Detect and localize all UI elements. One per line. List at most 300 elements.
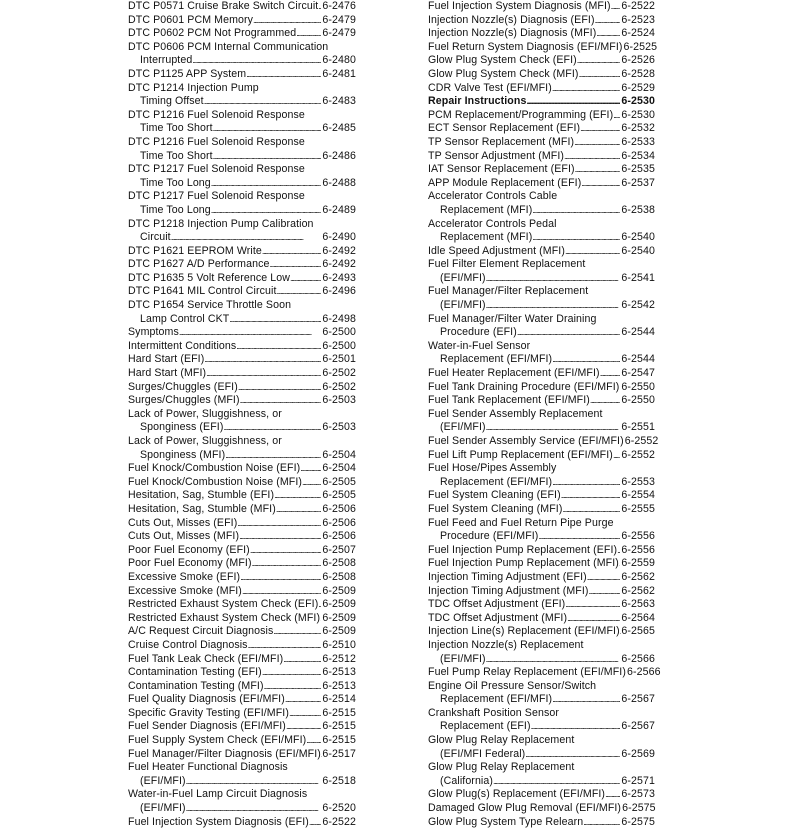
entry-page-number: 6-2544 xyxy=(621,353,655,366)
entry-page-number: 6-2530 xyxy=(621,95,655,108)
index-entry xyxy=(128,734,356,748)
dot-leader xyxy=(179,326,322,340)
entry-title-line: Surges/Chuggles (EFI) xyxy=(128,380,238,393)
index-entry xyxy=(428,489,655,503)
entry-title-line: DTC P1216 Fuel Solenoid Response xyxy=(128,108,305,121)
entry-title-line: Fuel Heater Functional Diagnosis xyxy=(128,761,288,774)
entry-title-line: Replacement (EFI) xyxy=(440,720,531,733)
entry-page-number: 6-2540 xyxy=(621,231,655,244)
index-entry xyxy=(428,544,655,558)
entry-title-line: Fuel Knock/Combustion Noise (EFI) xyxy=(128,462,301,475)
entry-title-line: Accelerator Controls Cable xyxy=(428,190,558,203)
index-entry xyxy=(128,381,356,395)
entry-title-line: Circuit xyxy=(140,231,171,244)
dot-leader xyxy=(225,449,321,463)
entry-title-line: DTC P1125 APP System xyxy=(128,67,247,80)
index-entry xyxy=(128,585,356,599)
entry-title-line: DTC P0606 PCM Internal Communication xyxy=(128,40,329,53)
index-entry xyxy=(428,367,655,381)
dot-leader xyxy=(302,476,321,490)
index-entry xyxy=(128,816,356,829)
entry-title-line: Excessive Smoke (EFI) xyxy=(128,570,241,583)
entry-title-line: Fuel System Cleaning (MFI) xyxy=(428,502,563,515)
entry-title-line: Surges/Chuggles (MFI) xyxy=(128,394,240,407)
index-entry xyxy=(428,163,655,177)
index-entry xyxy=(428,734,655,761)
entry-page-number: 6-2479 xyxy=(322,13,356,26)
entry-title-line: Injection Timing Adjustment (EFI) xyxy=(428,570,587,583)
entry-title-line: Time Too Short xyxy=(140,149,213,162)
dot-leader xyxy=(211,204,322,218)
dot-leader xyxy=(600,367,621,381)
entry-title-line: Fuel Manager/Filter Diagnosis (EFI/MFI) xyxy=(128,747,321,760)
entry-title-line: Fuel Knock/Combustion Noise (MFI) xyxy=(128,475,303,488)
entry-title-line: Procedure (EFI) xyxy=(440,326,517,339)
entry-title-line: Injection Nozzle(s) Replacement xyxy=(428,638,584,651)
entry-page-number: 6-2526 xyxy=(621,54,655,67)
index-entry xyxy=(428,585,655,599)
index-entry xyxy=(128,367,356,381)
entry-title-line: Sponginess (MFI) xyxy=(140,448,226,461)
entry-page-number: 6-2575 xyxy=(622,802,656,815)
index-entry xyxy=(428,625,655,639)
entry-title-line: Water-in-Fuel Lamp Circuit Diagnosis xyxy=(128,788,308,801)
entry-page-number: 6-2569 xyxy=(621,747,655,760)
entry-page-number: 6-2563 xyxy=(621,598,655,611)
entry-page-number: 6-2530 xyxy=(621,108,655,121)
entry-title-line: Replacement (MFI) xyxy=(440,231,533,244)
index-entry xyxy=(128,530,356,544)
entry-page-number: 6-2522 xyxy=(322,815,356,828)
dot-leader xyxy=(223,421,321,435)
index-entry xyxy=(128,666,356,680)
index-entry xyxy=(128,0,356,14)
entry-page-number: 6-2505 xyxy=(322,475,356,488)
entry-title-line: Restricted Exhaust System Check (EFI) xyxy=(128,598,319,611)
index-entry xyxy=(128,693,356,707)
index-entry xyxy=(428,462,655,489)
entry-page-number: 6-2508 xyxy=(322,570,356,583)
entry-title-line: TP Sensor Replacement (MFI) xyxy=(428,135,575,148)
index-entry xyxy=(428,54,655,68)
entry-page-number: 6-2503 xyxy=(322,394,356,407)
entry-title-line: Fuel Tank Replacement (EFI/MFI) xyxy=(428,394,590,407)
index-entry xyxy=(428,435,659,449)
entry-page-number: 6-2538 xyxy=(621,203,655,216)
dot-leader xyxy=(565,245,620,259)
index-entry xyxy=(428,557,655,571)
dot-leader xyxy=(290,272,321,286)
dot-leader xyxy=(276,503,322,517)
entry-page-number: 6-2542 xyxy=(621,299,655,312)
index-entry xyxy=(128,748,356,762)
index-entry xyxy=(428,122,655,136)
index-column-left xyxy=(128,0,356,829)
entry-title-line: Hard Start (MFI) xyxy=(128,367,207,380)
index-entry xyxy=(428,285,655,312)
entry-page-number: 6-2502 xyxy=(322,380,356,393)
index-entry xyxy=(428,150,655,164)
dot-leader xyxy=(486,653,621,667)
dot-leader xyxy=(486,272,621,286)
index-entry xyxy=(428,68,655,82)
dot-leader xyxy=(486,421,621,435)
dot-leader xyxy=(250,544,322,558)
entry-title-line: Fuel Feed and Fuel Return Pipe Purge xyxy=(428,516,614,529)
entry-page-number: 6-2498 xyxy=(322,312,356,325)
index-entry xyxy=(128,190,356,217)
index-entry xyxy=(128,353,356,367)
dot-leader xyxy=(595,14,621,28)
entry-page-number: 6-2540 xyxy=(621,244,655,257)
entry-title-line: DTC P1654 Service Throttle Soon xyxy=(128,299,292,312)
dot-leader xyxy=(596,27,620,41)
entry-page-number: 6-2555 xyxy=(621,502,655,515)
dot-leader xyxy=(590,394,621,408)
dot-leader xyxy=(613,449,620,463)
index-entry xyxy=(128,218,356,245)
dot-leader xyxy=(613,109,620,123)
index-entry xyxy=(428,802,655,816)
dot-leader xyxy=(579,68,621,82)
index-entry xyxy=(428,258,655,285)
entry-title-line: Crankshaft Position Sensor xyxy=(428,706,559,719)
index-entry xyxy=(428,218,655,245)
dot-leader xyxy=(239,530,321,544)
dot-leader xyxy=(583,816,620,829)
dot-leader xyxy=(296,27,321,41)
entry-page-number: 6-2509 xyxy=(322,611,356,624)
index-entry xyxy=(428,816,655,829)
entry-title-line: Injection Line(s) Replacement (EFI/MFI) xyxy=(428,625,620,638)
dot-leader xyxy=(262,666,322,680)
index-entry xyxy=(428,612,655,626)
entry-page-number: 6-2504 xyxy=(322,462,356,475)
entry-title-line: CDR Valve Test (EFI/MFI) xyxy=(428,81,552,94)
dot-leader xyxy=(577,54,621,68)
entry-page-number: 6-2567 xyxy=(621,693,655,706)
entry-title-line: Poor Fuel Economy (MFI) xyxy=(128,557,252,570)
entry-page-number: 6-2479 xyxy=(322,27,356,40)
entry-page-number: 6-2513 xyxy=(322,679,356,692)
entry-title-line: Water-in-Fuel Sensor xyxy=(428,339,531,352)
entry-page-number: 6-2492 xyxy=(322,244,356,257)
entry-page-number: 6-2556 xyxy=(621,543,655,556)
dot-leader xyxy=(561,489,621,503)
entry-title-line: Injection Timing Adjustment (MFI) xyxy=(428,584,589,597)
dot-leader xyxy=(192,54,321,68)
index-entry xyxy=(128,598,356,612)
entry-page-number: 6-2525 xyxy=(623,40,658,53)
entry-page-number: 6-2524 xyxy=(621,27,655,40)
entry-page-number: 6-2550 xyxy=(621,394,655,407)
entry-title-line: Glow Plug System Type Relearn xyxy=(428,815,584,828)
entry-title-line: DTC P0571 Cruise Brake Switch Circuit xyxy=(128,0,319,12)
entry-page-number: 6-2547 xyxy=(621,367,655,380)
index-entry xyxy=(128,163,356,190)
entry-page-number: 6-2573 xyxy=(621,788,655,801)
index-entry xyxy=(428,598,655,612)
entry-title-line: (EFI/MFI Federal) xyxy=(440,747,526,760)
index-entry xyxy=(428,313,655,340)
entry-title-line: ECT Sensor Replacement (EFI) xyxy=(428,122,581,135)
entry-title-line: Fuel Sender Assembly Service (EFI/MFI) xyxy=(428,435,624,447)
index-entry xyxy=(128,517,356,531)
index-entry xyxy=(128,435,356,462)
dot-leader xyxy=(246,68,321,82)
entry-title-line: Injection Nozzle(s) Diagnosis (EFI) xyxy=(428,13,595,26)
dot-leader xyxy=(238,381,322,395)
entry-title-line: Sponginess (EFI) xyxy=(140,421,224,434)
entry-page-number: 6-2515 xyxy=(322,720,356,733)
index-entry xyxy=(128,462,356,476)
entry-title-line: Fuel Hose/Pipes Assembly xyxy=(428,462,557,475)
entry-page-number: 6-2553 xyxy=(621,475,655,488)
entry-page-number: 6-2509 xyxy=(322,625,356,638)
entry-title-line: Repair Instructions xyxy=(428,95,527,108)
entry-title-line: DTC P0602 PCM Not Programmed xyxy=(128,27,297,40)
entry-page-number: 6-2507 xyxy=(322,543,356,556)
entry-title-line: A/C Request Circuit Diagnosis xyxy=(128,625,274,638)
entry-title-line: Fuel Sender Assembly Replacement xyxy=(428,407,603,420)
entry-page-number: 6-2496 xyxy=(322,285,356,298)
entry-page-number: 6-2493 xyxy=(322,271,356,284)
entry-title-line: Engine Oil Pressure Sensor/Switch xyxy=(428,679,597,692)
entry-title-line: DTC P1641 MIL Control Circuit xyxy=(128,285,277,298)
entry-title-line: Fuel System Cleaning (EFI) xyxy=(428,489,561,502)
entry-page-number: 6-2529 xyxy=(621,81,655,94)
dot-leader xyxy=(171,231,322,245)
entry-title-line: DTC P1627 A/D Performance xyxy=(128,258,270,271)
index-entry xyxy=(128,612,356,626)
dot-leader xyxy=(264,680,322,694)
dot-leader xyxy=(253,14,321,28)
index-entry xyxy=(128,272,356,286)
dot-leader xyxy=(580,122,620,136)
index-entry xyxy=(428,761,655,788)
entry-page-number: 6-2485 xyxy=(322,122,356,135)
entry-title-line: Fuel Injection System Diagnosis (EFI) xyxy=(128,815,309,828)
index-entry xyxy=(128,299,356,326)
index-entry xyxy=(428,666,661,680)
index-entry xyxy=(428,707,655,734)
entry-page-number: 6-2517 xyxy=(322,747,356,760)
dot-leader xyxy=(229,313,321,327)
entry-title-line: Replacement (EFI/MFI) xyxy=(440,353,553,366)
index-entry xyxy=(128,653,356,667)
entry-title-line: DTC P1635 5 Volt Reference Low xyxy=(128,271,290,284)
dot-leader xyxy=(289,707,321,721)
entry-title-line: Fuel Tank Leak Check (EFI/MFI) xyxy=(128,652,284,665)
dot-leader xyxy=(237,517,321,531)
index-entry xyxy=(428,136,655,150)
dot-leader xyxy=(274,489,321,503)
index-column-right xyxy=(428,0,661,829)
index-entry xyxy=(128,285,356,299)
dot-leader xyxy=(240,571,321,585)
entry-page-number: 6-2515 xyxy=(322,706,356,719)
dot-leader xyxy=(269,258,321,272)
dot-leader xyxy=(286,720,321,734)
entry-title-line: Timing Offset xyxy=(140,95,204,108)
entry-title-line: DTC P1214 Injection Pump xyxy=(128,81,259,94)
entry-title-line: Replacement (EFI/MFI) xyxy=(440,693,553,706)
entry-page-number: 6-2552 xyxy=(621,448,655,461)
dot-leader xyxy=(283,653,321,667)
entry-title-line: Fuel Lift Pump Replacement (EFI/MFI) xyxy=(428,448,613,461)
entry-page-number: 6-2537 xyxy=(621,176,655,189)
dot-leader xyxy=(611,0,621,14)
dot-leader xyxy=(248,639,322,653)
entry-title-line: Fuel Quality Diagnosis (EFI/MFI) xyxy=(128,693,285,706)
entry-title-line: Cuts Out, Misses (EFI) xyxy=(128,516,238,529)
dot-leader xyxy=(574,136,620,150)
entry-title-line: Idle Speed Adjustment (MFI) xyxy=(428,244,565,257)
entry-title-line: Injection Nozzle(s) Diagnosis (MFI) xyxy=(428,27,597,40)
entry-title-line: Contamination Testing (MFI) xyxy=(128,679,264,692)
index-entry xyxy=(428,245,655,259)
entry-title-line: Hesitation, Sag, Stumble (MFI) xyxy=(128,502,276,515)
entry-title-line: Poor Fuel Economy (EFI) xyxy=(128,543,250,556)
entry-title-line: Fuel Sender Diagnosis (EFI/MFI) xyxy=(128,720,286,733)
entry-title-line: Glow Plug Relay Replacement xyxy=(428,734,575,747)
dot-leader xyxy=(526,95,620,109)
entry-page-number: 6-2551 xyxy=(621,421,655,434)
dot-leader xyxy=(552,82,621,96)
entry-title-line: Excessive Smoke (MFI) xyxy=(128,584,242,597)
entry-page-number: 6-2541 xyxy=(621,271,655,284)
entry-title-line: Fuel Tank Draining Procedure (EFI/MFI) xyxy=(428,380,620,393)
entry-title-line: Cruise Control Diagnosis xyxy=(128,638,248,651)
entry-title-line: DTC P1218 Injection Pump Calibration xyxy=(128,217,314,230)
entry-page-number: 6-2506 xyxy=(322,502,356,515)
index-entry xyxy=(128,571,356,585)
index-entry xyxy=(128,340,356,354)
entry-title-line: Fuel Manager/Filter Water Draining xyxy=(428,312,597,325)
index-entry xyxy=(428,408,655,435)
entry-title-line: Time Too Long xyxy=(140,176,211,189)
entry-page-number: 6-2535 xyxy=(621,163,655,176)
dot-leader xyxy=(213,122,322,136)
entry-title-line: TP Sensor Adjustment (MFI) xyxy=(428,149,565,162)
entry-page-number: 6-2509 xyxy=(322,584,356,597)
index-entry xyxy=(128,27,356,41)
dot-leader xyxy=(273,625,321,639)
entry-title-line: Restricted Exhaust System Check (MFI) xyxy=(128,611,321,624)
entry-page-number: 6-2502 xyxy=(322,367,356,380)
entry-page-number: 6-2480 xyxy=(322,54,356,67)
entry-title-line: (EFI/MFI) xyxy=(440,421,486,434)
dot-leader xyxy=(517,326,621,340)
entry-page-number: 6-2565 xyxy=(621,625,655,638)
dot-leader xyxy=(589,585,621,599)
entry-page-number: 6-2489 xyxy=(322,203,356,216)
dot-leader xyxy=(240,394,322,408)
index-entry xyxy=(428,517,655,544)
index-entry xyxy=(128,707,356,721)
dot-leader xyxy=(204,353,321,367)
index-entry xyxy=(128,408,356,435)
dot-leader xyxy=(562,503,620,517)
entry-page-number: 6-2515 xyxy=(322,734,356,747)
dot-leader xyxy=(567,612,620,626)
index-entry xyxy=(428,394,655,408)
index-entry xyxy=(128,68,356,82)
index-entry xyxy=(128,720,356,734)
entry-title-line: Glow Plug System Check (EFI) xyxy=(428,54,577,67)
entry-page-number: 6-2544 xyxy=(621,326,655,339)
entry-page-number: 6-2488 xyxy=(322,176,356,189)
entry-title-line: Fuel Manager/Filter Replacement xyxy=(428,285,589,298)
dot-leader xyxy=(493,775,620,789)
entry-title-line: Interrupted xyxy=(140,54,193,67)
entry-title-line: Time Too Short xyxy=(140,122,213,135)
dot-leader xyxy=(564,150,620,164)
index-entry xyxy=(128,109,356,136)
entry-page-number: 6-2492 xyxy=(322,258,356,271)
dot-leader xyxy=(587,571,621,585)
entry-title-line: Fuel Injection Pump Replacement (MFI) xyxy=(428,557,619,570)
index-entry xyxy=(428,639,655,666)
entry-title-line: Replacement (EFI/MFI) xyxy=(440,475,553,488)
entry-title-line: Hard Start (EFI) xyxy=(128,353,205,366)
index-entry xyxy=(128,489,356,503)
index-entry xyxy=(428,109,655,123)
index-entry xyxy=(128,258,356,272)
entry-page-number: 6-2508 xyxy=(322,557,356,570)
entry-title-line: (California) xyxy=(440,774,494,787)
entry-page-number: 6-2552 xyxy=(624,435,659,447)
index-entry xyxy=(128,82,356,109)
dot-leader xyxy=(242,585,321,599)
entry-title-line: DTC P1621 EEPROM Write xyxy=(128,244,262,257)
dot-leader xyxy=(552,693,620,707)
entry-title-line: Specific Gravity Testing (EFI/MFI) xyxy=(128,706,289,719)
dot-leader xyxy=(300,462,321,476)
entry-page-number: 6-2520 xyxy=(322,802,356,815)
entry-page-number: 6-2504 xyxy=(322,448,356,461)
dot-leader xyxy=(213,150,322,164)
entry-title-line: DTC P1216 Fuel Solenoid Response xyxy=(128,135,305,148)
entry-page-number: 6-2500 xyxy=(322,326,356,339)
dot-leader xyxy=(186,775,322,789)
entry-page-number: 6-2506 xyxy=(322,516,356,529)
entry-page-number: 6-2559 xyxy=(621,557,655,570)
index-entry xyxy=(428,27,655,41)
index-entry xyxy=(128,245,356,259)
entry-title-line: (EFI/MFI) xyxy=(440,652,486,665)
index-entry xyxy=(128,788,356,815)
entry-title-line: Hesitation, Sag, Stumble (EFI) xyxy=(128,489,275,502)
entry-page-number: 6-2486 xyxy=(322,149,356,162)
entry-title-line: (EFI/MFI) xyxy=(140,774,186,787)
entry-title-line: Fuel Pump Relay Replacement (EFI/MFI) xyxy=(428,666,626,679)
entry-title-line: PCM Replacement/Programming (EFI) xyxy=(428,108,614,121)
entry-page-number: 6-2500 xyxy=(322,339,356,352)
entry-page-number: 6-2532 xyxy=(621,122,655,135)
dot-leader xyxy=(532,231,620,245)
entry-title-line: DTC P1217 Fuel Solenoid Response xyxy=(128,190,305,203)
index-entry xyxy=(128,761,356,788)
entry-title-line: Lack of Power, Sluggishness, or xyxy=(128,435,282,447)
entry-title-line: DTC P1217 Fuel Solenoid Response xyxy=(128,163,305,176)
entry-page-number: 6-2550 xyxy=(621,380,655,393)
index-entry xyxy=(428,190,655,217)
entry-title-line: Damaged Glow Plug Removal (EFI/MFI) xyxy=(428,802,622,815)
index-entry xyxy=(428,0,655,14)
index-entry xyxy=(128,326,356,340)
entry-page-number: 6-2513 xyxy=(322,666,356,679)
